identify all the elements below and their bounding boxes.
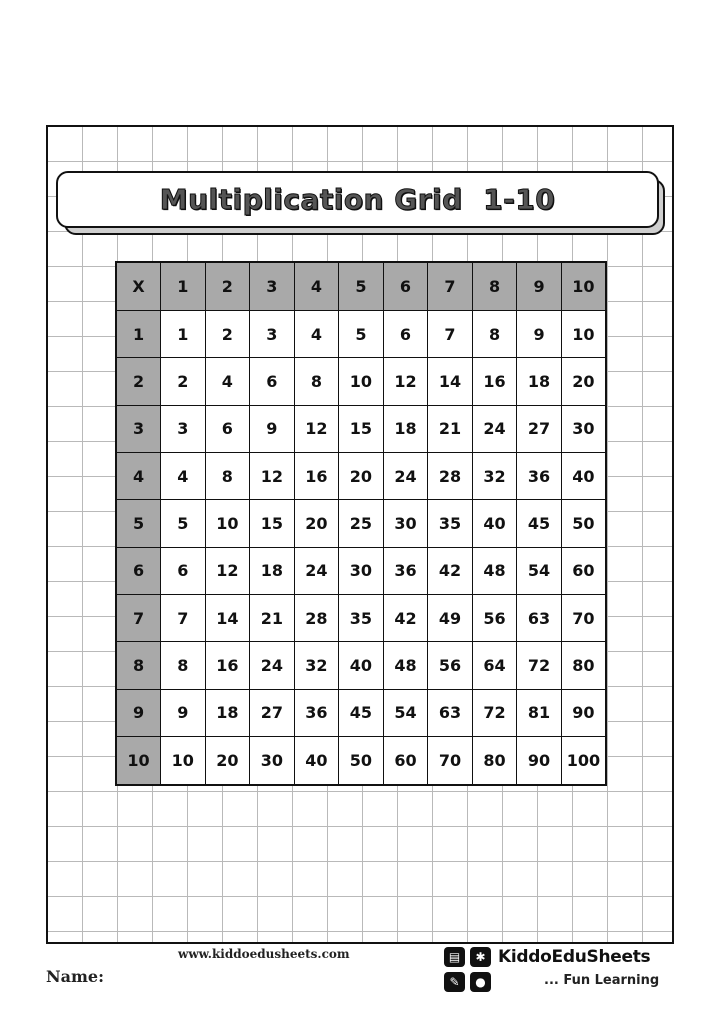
product-cell: 42 (428, 547, 473, 594)
product-cell: 56 (428, 642, 473, 689)
product-cell: 2 (161, 358, 206, 405)
product-cell: 81 (517, 689, 562, 736)
product-cell: 4 (161, 452, 206, 499)
product-cell: 3 (161, 405, 206, 452)
table-row (116, 547, 606, 594)
product-cell: 7 (161, 594, 206, 641)
product-cell: 16 (472, 358, 517, 405)
table-row (116, 405, 606, 452)
product-cell: 90 (561, 689, 606, 736)
product-cell: 4 (205, 358, 250, 405)
product-cell: 50 (339, 736, 384, 785)
product-cell: 7 (428, 311, 473, 358)
column-header-cell: 3 (250, 262, 295, 311)
product-cell: 70 (428, 736, 473, 785)
table-row (116, 736, 606, 785)
title-banner (56, 171, 659, 228)
pencil-icon: ✎ (444, 972, 465, 992)
table-row (116, 311, 606, 358)
product-cell: 64 (472, 642, 517, 689)
product-cell: 12 (250, 452, 295, 499)
product-cell: 54 (383, 689, 428, 736)
product-cell: 56 (472, 594, 517, 641)
table-row (116, 452, 606, 499)
product-cell: 30 (383, 500, 428, 547)
column-header-cell: 5 (339, 262, 384, 311)
column-header-cell: 10 (561, 262, 606, 311)
product-cell: 6 (250, 358, 295, 405)
product-cell: 45 (339, 689, 384, 736)
product-cell: 32 (472, 452, 517, 499)
row-header-cell: 5 (116, 500, 161, 547)
product-cell: 8 (472, 311, 517, 358)
row-header-cell: 2 (116, 358, 161, 405)
table-row (116, 642, 606, 689)
product-cell: 20 (294, 500, 339, 547)
product-cell: 6 (161, 547, 206, 594)
product-cell: 6 (383, 311, 428, 358)
product-cell: 12 (205, 547, 250, 594)
product-cell: 14 (205, 594, 250, 641)
product-cell: 9 (517, 311, 562, 358)
product-cell: 63 (517, 594, 562, 641)
column-header-cell: 9 (517, 262, 562, 311)
product-cell: 60 (383, 736, 428, 785)
product-cell: 30 (561, 405, 606, 452)
product-cell: 1 (161, 311, 206, 358)
product-cell: 20 (561, 358, 606, 405)
product-cell: 27 (250, 689, 295, 736)
product-cell: 40 (472, 500, 517, 547)
product-cell: 48 (472, 547, 517, 594)
product-cell: 16 (205, 642, 250, 689)
product-cell: 45 (517, 500, 562, 547)
lightbulb-icon: ✱ (470, 947, 491, 967)
product-cell: 10 (339, 358, 384, 405)
product-cell: 15 (250, 500, 295, 547)
product-cell: 18 (250, 547, 295, 594)
product-cell: 40 (294, 736, 339, 785)
column-header-cell: 8 (472, 262, 517, 311)
product-cell: 12 (383, 358, 428, 405)
product-cell: 10 (205, 500, 250, 547)
table-row (116, 689, 606, 736)
page-title: Multiplication Grid 1-10 (159, 183, 556, 216)
product-cell: 49 (428, 594, 473, 641)
product-cell: 36 (517, 452, 562, 499)
website-url: www.kiddoedusheets.com (178, 947, 350, 961)
product-cell: 14 (428, 358, 473, 405)
multiplication-table (115, 261, 607, 786)
product-cell: 21 (250, 594, 295, 641)
product-cell: 3 (250, 311, 295, 358)
row-header-cell: 9 (116, 689, 161, 736)
row-header-cell: 4 (116, 452, 161, 499)
column-header-cell: 7 (428, 262, 473, 311)
product-cell: 40 (561, 452, 606, 499)
table-row (116, 594, 606, 641)
product-cell: 50 (561, 500, 606, 547)
product-cell: 36 (294, 689, 339, 736)
row-header-cell: 6 (116, 547, 161, 594)
row-header-cell: 8 (116, 642, 161, 689)
product-cell: 25 (339, 500, 384, 547)
product-cell: 36 (383, 547, 428, 594)
product-cell: 21 (428, 405, 473, 452)
product-cell: 24 (472, 405, 517, 452)
row-header-cell: 7 (116, 594, 161, 641)
product-cell: 42 (383, 594, 428, 641)
product-cell: 24 (250, 642, 295, 689)
product-cell: 72 (472, 689, 517, 736)
row-header-cell: 10 (116, 736, 161, 785)
row-header-cell: 3 (116, 405, 161, 452)
logo-icon-group (444, 947, 494, 993)
product-cell: 80 (472, 736, 517, 785)
product-cell: 18 (517, 358, 562, 405)
brand-name: KiddoEduSheets (498, 947, 651, 967)
product-cell: 54 (517, 547, 562, 594)
product-cell: 28 (294, 594, 339, 641)
product-cell: 72 (517, 642, 562, 689)
product-cell: 40 (339, 642, 384, 689)
palette-icon: ● (470, 972, 491, 992)
product-cell: 4 (294, 311, 339, 358)
brand-logo (444, 947, 664, 995)
product-cell: 35 (339, 594, 384, 641)
book-icon: ▤ (444, 947, 465, 967)
column-header-cell: X (116, 262, 161, 311)
product-cell: 30 (250, 736, 295, 785)
table-row (116, 358, 606, 405)
product-cell: 12 (294, 405, 339, 452)
product-cell: 20 (205, 736, 250, 785)
product-cell: 10 (161, 736, 206, 785)
product-cell: 90 (517, 736, 562, 785)
row-header-cell: 1 (116, 311, 161, 358)
product-cell: 30 (339, 547, 384, 594)
product-cell: 60 (561, 547, 606, 594)
product-cell: 27 (517, 405, 562, 452)
product-cell: 8 (205, 452, 250, 499)
column-header-cell: 2 (205, 262, 250, 311)
product-cell: 35 (428, 500, 473, 547)
product-cell: 100 (561, 736, 606, 785)
product-cell: 5 (339, 311, 384, 358)
product-cell: 20 (339, 452, 384, 499)
column-header-cell: 6 (383, 262, 428, 311)
column-header-cell: 1 (161, 262, 206, 311)
product-cell: 70 (561, 594, 606, 641)
product-cell: 63 (428, 689, 473, 736)
product-cell: 2 (205, 311, 250, 358)
product-cell: 9 (161, 689, 206, 736)
product-cell: 28 (428, 452, 473, 499)
product-cell: 48 (383, 642, 428, 689)
product-cell: 10 (561, 311, 606, 358)
product-cell: 6 (205, 405, 250, 452)
product-cell: 8 (294, 358, 339, 405)
product-cell: 24 (294, 547, 339, 594)
product-cell: 9 (250, 405, 295, 452)
product-cell: 32 (294, 642, 339, 689)
product-cell: 18 (383, 405, 428, 452)
product-cell: 24 (383, 452, 428, 499)
product-cell: 15 (339, 405, 384, 452)
product-cell: 5 (161, 500, 206, 547)
header-row (116, 262, 606, 311)
table-row (116, 500, 606, 547)
column-header-cell: 4 (294, 262, 339, 311)
name-label: Name: (46, 967, 105, 986)
brand-tagline: ... Fun Learning (544, 973, 660, 988)
product-cell: 16 (294, 452, 339, 499)
product-cell: 18 (205, 689, 250, 736)
product-cell: 80 (561, 642, 606, 689)
product-cell: 8 (161, 642, 206, 689)
